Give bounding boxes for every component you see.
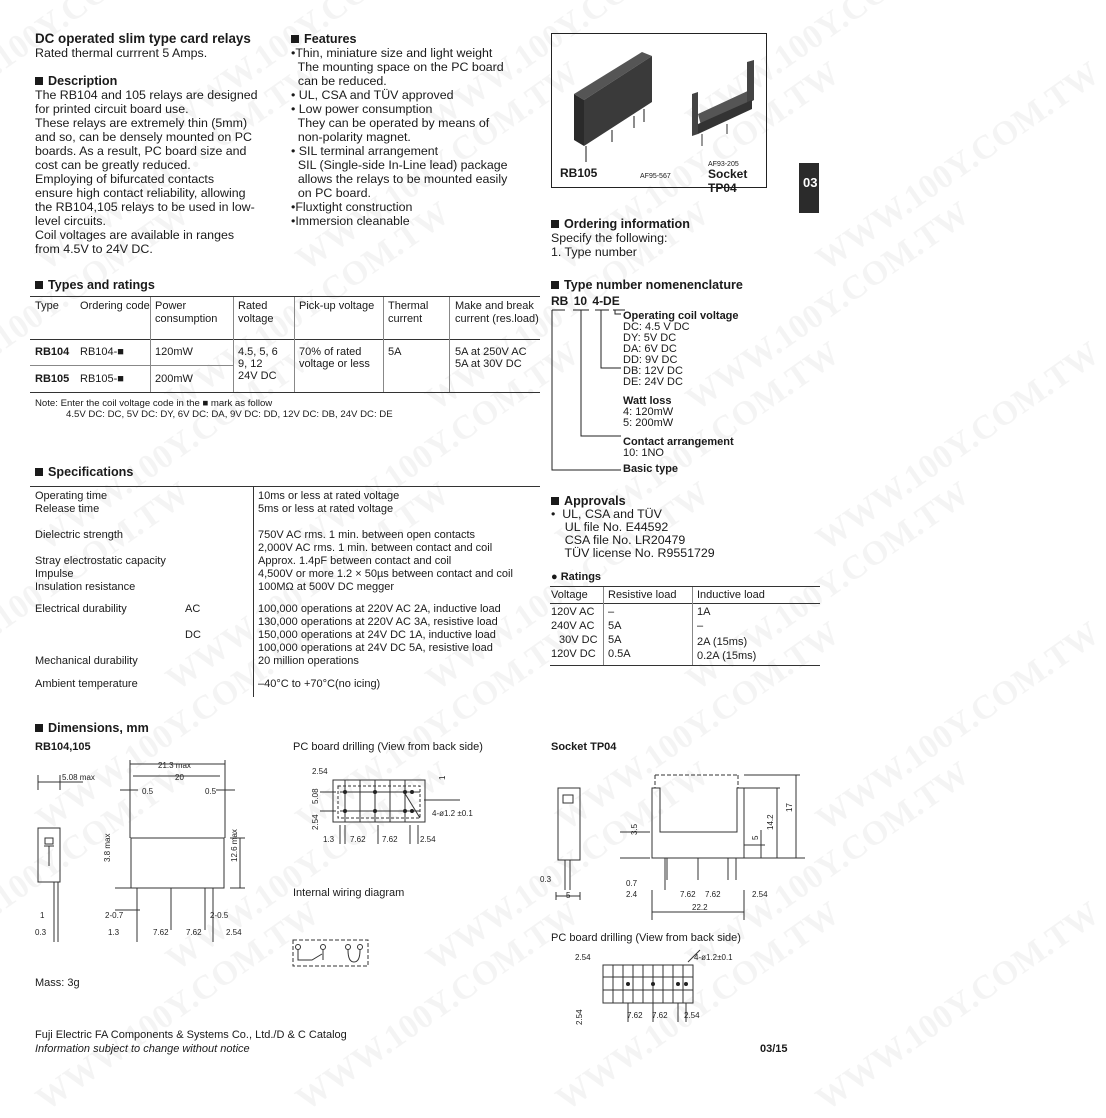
column-header: Make and break current (res.load) — [455, 300, 539, 325]
ratings-cell: 120V AC — [551, 606, 595, 618]
dimension-label: 2.54 — [575, 953, 591, 962]
nomenclature-group-title: Contact arrangement — [623, 436, 734, 448]
feature-item: •Thin, miniature size and light weight — [291, 46, 493, 60]
power-cell: 120mW — [155, 346, 193, 358]
spec-value: 4,500V or more 1.2 × 50µs between contact and coil — [258, 568, 513, 580]
ratings-heading — [551, 570, 601, 584]
feature-item: • SIL terminal arrangement — [291, 144, 439, 158]
approval-line: CSA file No. LR20479 — [551, 533, 686, 547]
ratings-cell: 0.5A — [608, 648, 631, 660]
rated-voltage-cell: 9, 12 — [238, 358, 263, 370]
watermark — [816, 345, 1100, 550]
feature-item: They can be operated by means of — [291, 116, 490, 130]
description-line: boards. As a result, PC board size and — [35, 144, 247, 158]
nomenclature-leader-lines — [551, 306, 631, 476]
thermal-current-cell: 5A — [388, 346, 402, 358]
ratings-cell: 0.2A (15ms) — [697, 650, 757, 662]
dimension-label: 5.08 — [311, 788, 320, 804]
spec-value: Approx. 1.4pF between contact and coil — [258, 555, 452, 567]
nomenclature-item: 10: 1NO — [623, 447, 664, 459]
dimension-label: 0.5 — [142, 787, 154, 796]
ratings-header: Inductive load — [697, 589, 765, 601]
approval-line: TÜV license No. R9551729 — [551, 546, 715, 560]
ratings-cell: 5A — [608, 634, 622, 646]
footer-disclaimer: Information subject to change without notice — [35, 1043, 250, 1055]
dimension-label: 7.62 — [705, 890, 721, 899]
nomenclature-item: DY: 5V DC — [623, 332, 677, 344]
dimension-label: 2.54 — [226, 928, 242, 937]
ratings-cell: 1A — [697, 606, 711, 618]
description-line: and so, can be densely mounted on PC — [35, 130, 252, 144]
feature-item: on PC board. — [291, 186, 371, 200]
column-header: Type — [35, 300, 59, 312]
ratings-cell: 2A (15ms) — [697, 636, 748, 648]
spec-value: 100,000 operations at 24V DC 5A, resistive load — [258, 642, 493, 654]
ordering-heading: Ordering information — [551, 217, 690, 231]
feature-item: •Immersion cleanable — [291, 214, 410, 228]
dimension-label: 7.62 — [350, 835, 366, 844]
description-heading: Description — [35, 74, 117, 88]
nomenclature-item: DE: 24V DC — [623, 376, 683, 388]
ratings-cell: 120V DC — [551, 648, 596, 660]
dimension-label: 0.7 — [626, 879, 638, 888]
spec-value: 750V AC rms. 1 min. between open contacts — [258, 529, 476, 541]
page-title: DC operated slim type card relays — [35, 31, 251, 46]
approvals-list — [551, 508, 715, 560]
watermark — [816, 625, 1100, 830]
nomenclature-item: DD: 9V DC — [623, 354, 678, 366]
product-photo — [551, 33, 767, 195]
dimension-label: 0.3 — [35, 928, 47, 937]
column-header: Power consumption — [155, 300, 218, 325]
dimension-label: 3.8 max — [103, 833, 112, 862]
description-line: level circuits. — [35, 214, 106, 228]
spec-value: 100MΩ at 500V DC megger — [258, 581, 395, 593]
dimension-label: 21.3 max — [158, 761, 191, 770]
dimension-label: 0.3 — [540, 875, 552, 884]
ordering-line-2: 1. Type number — [551, 245, 637, 259]
wiring-diagram-label: Internal wiring diagram — [293, 887, 405, 899]
pcb-drilling-label: PC board drilling (View from back side) — [293, 741, 483, 753]
spec-label: Release time — [35, 503, 100, 515]
feature-item: non-polarity magnet. — [291, 130, 411, 144]
ratings-header: Voltage — [551, 589, 588, 601]
spec-label: Impulse — [35, 568, 74, 580]
socket-label: Socket TP04 — [551, 741, 617, 753]
dimension-label: 7.62 — [153, 928, 169, 937]
types-heading: Types and ratings — [35, 278, 155, 292]
make-break-cell: 5A at 250V AC — [455, 346, 527, 358]
description-line: Coil voltages are available in ranges — [35, 228, 235, 242]
dimension-label: 2.54 — [311, 814, 320, 830]
spec-sublabel: AC — [185, 603, 201, 615]
dimension-label: 0.5 — [205, 787, 217, 796]
power-cell: 200mW — [155, 373, 193, 385]
ordering-code-cell: RB104-■ — [80, 346, 124, 358]
spec-label: Mechanical durability — [35, 655, 138, 667]
spec-label: Operating time — [35, 490, 108, 502]
nomenclature-item: DC: 4.5 V DC — [623, 321, 690, 333]
dimension-label: 1 — [438, 775, 447, 780]
description-line: The RB104 and 105 relays are designed — [35, 88, 258, 102]
pickup-voltage-cell: voltage or less — [299, 358, 370, 370]
dimension-label: 7.62 — [627, 1011, 643, 1020]
ordering-line-1: Specify the following: — [551, 231, 668, 245]
ratings-cell: – — [608, 606, 615, 618]
nomenclature-group-title: Operating coil voltage — [623, 310, 739, 322]
ratings-cell: 5A — [608, 620, 622, 632]
types-note-line: Note: Enter the coil voltage code in the ■ mark as follow — [35, 398, 273, 409]
spec-value: –40°C to +70°C(no icing) — [258, 678, 381, 690]
dimension-label: 2-0.5 — [210, 911, 229, 920]
pickup-voltage-cell: 70% of rated — [299, 346, 362, 358]
feature-item: • Low power consumption — [291, 102, 433, 116]
spec-value: 130,000 operations at 220V AC 3A, resistive load — [258, 616, 498, 628]
socket-pcb-label: PC board drilling (View from back side) — [551, 932, 741, 944]
features-heading: Features — [291, 32, 357, 46]
description-line: the RB104,105 relays to be used in low- — [35, 200, 255, 214]
approval-line: UL file No. E44592 — [551, 520, 669, 534]
column-header: Rated voltage — [238, 300, 274, 325]
code-part-coil: 4-DE — [592, 294, 620, 308]
feature-item: SIL (Single-side In-Line lead) package — [291, 158, 508, 172]
dimension-label: 14.2 — [766, 814, 775, 830]
make-break-cell: 5A at 30V DC — [455, 358, 522, 370]
dimension-label: 1 — [40, 911, 45, 920]
dimension-label: 1.3 — [108, 928, 120, 937]
dimension-label: 5.08 max — [62, 773, 95, 782]
dimension-label: 22.2 — [692, 903, 708, 912]
column-header: Thermal current — [388, 300, 429, 325]
dimension-label: 20 — [175, 773, 184, 782]
nomenclature-heading: Type number nomenenclature — [551, 278, 743, 292]
spec-label: Ambient temperature — [35, 678, 138, 690]
feature-item: •Fluxtight construction — [291, 200, 413, 214]
dimension-label: 7.62 — [186, 928, 202, 937]
feature-item: The mounting space on the PC board — [291, 60, 504, 74]
dimension-label: 4-ø1.2 ±0.1 — [432, 809, 473, 818]
description-line: from 4.5V to 24V DC. — [35, 242, 153, 256]
spec-value: 100,000 operations at 220V AC 2A, inductive load — [258, 603, 501, 615]
description-line: for printed circuit board use. — [35, 102, 189, 116]
spec-label: Electrical durability — [35, 603, 127, 615]
type-cell: RB105 — [35, 373, 70, 385]
page-number: 03/15 — [760, 1043, 788, 1055]
nomenclature-group-title: Watt loss — [623, 395, 672, 407]
watermark — [296, 345, 580, 550]
feature-item: allows the relays to be mounted easily — [291, 172, 508, 186]
dimensions-heading: Dimensions, mm — [35, 721, 149, 735]
spec-value: 5ms or less at rated voltage — [258, 503, 394, 515]
dimension-label: 2.4 — [626, 890, 638, 899]
dimension-drawings — [0, 740, 819, 1025]
feature-item: can be reduced. — [291, 74, 387, 88]
watermark — [816, 65, 1100, 270]
approvals-heading: Approvals — [551, 494, 626, 508]
bullet-icon: ● — [551, 571, 561, 583]
type-cell: RB104 — [35, 346, 70, 358]
watermark — [816, 905, 1100, 1110]
ratings-heading-text: Ratings — [560, 571, 602, 583]
spec-value: 2,000V AC rms. 1 min. between contact and coil — [258, 542, 493, 554]
page-subtitle: Rated thermal currrent 5 Amps. — [35, 46, 208, 60]
code-part-contact: 10 — [573, 294, 588, 308]
mass-label: Mass: 3g — [35, 977, 80, 989]
column-header: Ordering code — [80, 300, 150, 312]
rated-voltage-cell: 4.5, 5, 6 — [238, 346, 278, 358]
rb-dimensions-label: RB104,105 — [35, 741, 91, 753]
description-line: These relays are extremely thin (5mm) — [35, 116, 248, 130]
dimension-label: 2.54 — [752, 890, 768, 899]
dimension-label: 5 — [566, 891, 571, 900]
code-part-basic: RB — [551, 294, 569, 308]
approval-line: • UL, CSA and TÜV — [551, 507, 662, 521]
column-header: Pick-up voltage — [299, 300, 375, 312]
dimension-label: 3.5 — [630, 823, 639, 835]
spec-label: Dielectric strength — [35, 529, 124, 541]
spec-label: Stray electrostatic capacity — [35, 555, 166, 567]
spec-value: 150,000 operations at 24V DC 1A, inductive load — [258, 629, 496, 641]
description-line: ensure high contact reliability, allowing — [35, 186, 246, 200]
types-note — [35, 398, 393, 420]
features-list — [291, 46, 508, 228]
types-note-codes: 4.5V DC: DC, 5V DC: DY, 6V DC: DA, 9V DC: DD, 12V DC: DB, 24V DC: DE — [66, 409, 393, 420]
dimension-label: 12.6 max — [230, 829, 239, 862]
dimension-label: 4-ø1.2±0.1 — [694, 953, 733, 962]
dimension-label: 5 — [751, 835, 760, 840]
dimension-label: 17 — [785, 803, 794, 812]
dimension-label: 2.54 — [420, 835, 436, 844]
dimension-label: 2.54 — [312, 767, 328, 776]
ratings-header: Resistive load — [608, 589, 677, 601]
section-tab: 03 — [799, 163, 819, 213]
spec-sublabel: DC — [185, 629, 201, 641]
nomenclature-item: DB: 12V DC — [623, 365, 683, 377]
photo-label-relay: RB105 — [560, 166, 598, 180]
description-line: cost can be greatly reduced. — [35, 158, 191, 172]
nomenclature-item: DA: 6V DC — [623, 343, 677, 355]
spec-label: Insulation resistance — [35, 581, 136, 593]
nomenclature-item: 4: 120mW — [623, 406, 674, 418]
description-text — [35, 88, 258, 256]
rated-voltage-cell: 24V DC — [238, 370, 277, 382]
ordering-code-cell: RB105-■ — [80, 373, 124, 385]
nomenclature-item: 5: 200mW — [623, 417, 674, 429]
dimension-label: 2.54 — [575, 1009, 584, 1025]
spec-value: 10ms or less at rated voltage — [258, 490, 400, 502]
photo-code-socket: AF93-205 — [708, 161, 739, 168]
nomenclature-group-title: Basic type — [623, 463, 679, 475]
feature-item: • UL, CSA and TÜV approved — [291, 88, 454, 102]
dimension-label: 7.62 — [652, 1011, 668, 1020]
footer-company: Fuji Electric FA Components & Systems Co., Ltd./D & C Catalog — [35, 1029, 347, 1041]
ratings-cell: 240V AC — [551, 620, 595, 632]
spec-value: 20 million operations — [258, 655, 359, 667]
photo-label-socket: Socket TP04 — [708, 167, 748, 195]
ratings-cell: 30V DC — [559, 634, 598, 646]
dimension-label: 1.3 — [323, 835, 335, 844]
photo-code-relay: AF95-567 — [640, 173, 671, 180]
dimension-label: 2-0.7 — [105, 911, 124, 920]
watermark — [686, 205, 970, 410]
ratings-cell: – — [697, 620, 704, 632]
description-line: Employing of bifurcated contacts — [35, 172, 215, 186]
dimension-label: 7.62 — [680, 890, 696, 899]
specs-heading: Specifications — [35, 465, 133, 479]
dimension-label: 2.54 — [684, 1011, 700, 1020]
dimension-label: 7.62 — [382, 835, 398, 844]
